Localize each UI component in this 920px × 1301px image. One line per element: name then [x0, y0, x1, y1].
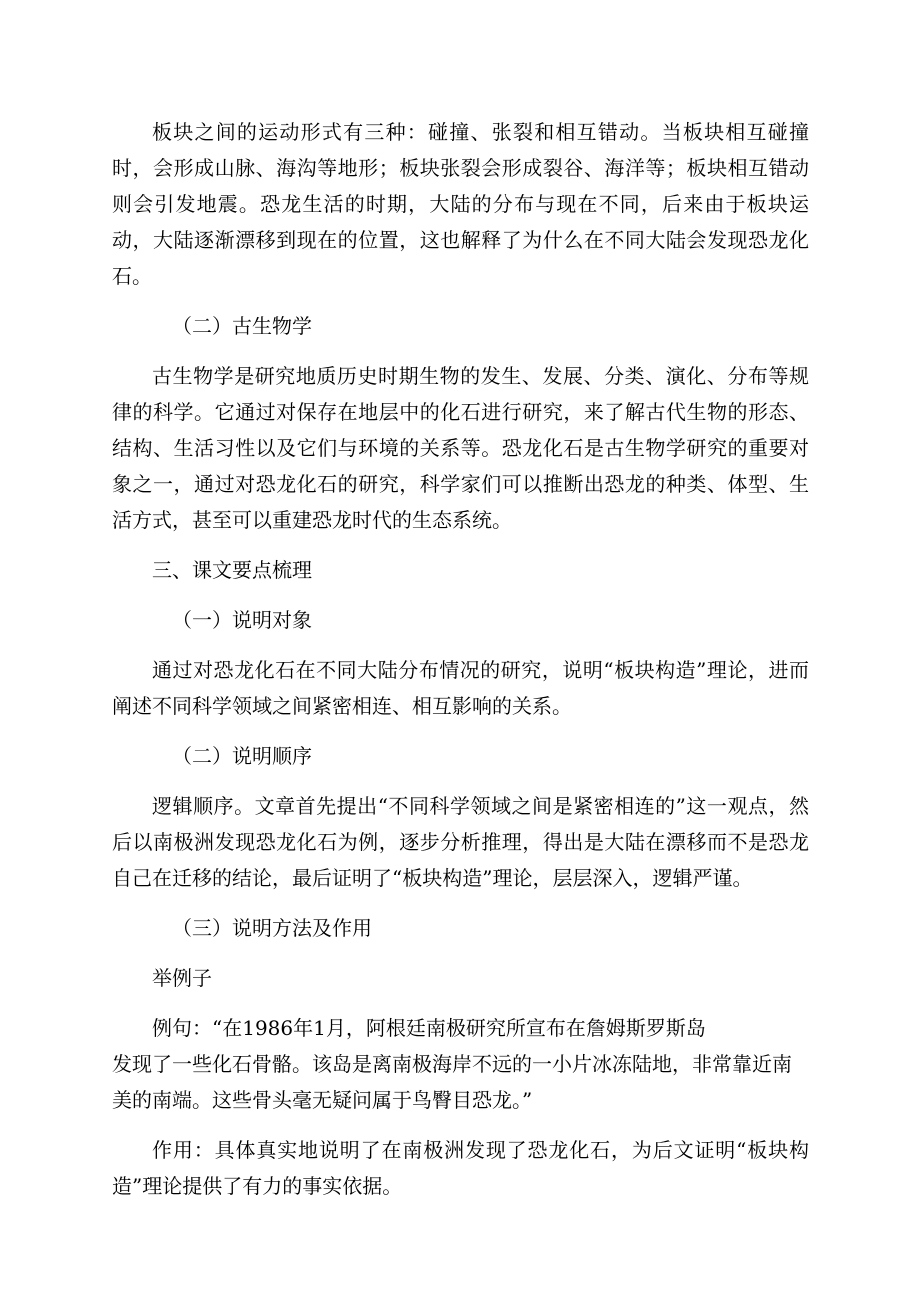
explanation-order-paragraph: 逻辑顺序。文章首先提出“不同科学领域之间是紧密相连的”这一观点，然后以南极洲发现恐龙化石为例，逐步分析推理，得出是大陆在漂移而不是恐龙自己在迁移的结论，最后证明了“板块构造”理论，层层深入，逻辑严谨。	[112, 794, 809, 890]
explanation-object-paragraph: 通过对恐龙化石在不同大陆分布情况的研究，说明“板块构造”理论，进而阐述不同科学领域之间紧密相连、相互影响的关系。	[112, 658, 809, 718]
plate-motion-paragraph: 板块之间的运动形式有三种：碰撞、张裂和相互错动。当板块相互碰撞时，会形成山脉、海沟等地形；板块张裂会形成裂谷、海洋等；板块相互错动则会引发地震。恐龙生活的时期，大陆的分布与现在不同，后来由于板块运动，大陆逐渐漂移到现在的位置，这也解释了为什么在不同大陆会发现恐龙化石。	[112, 120, 809, 288]
example-sentence-continuation: 发现了一些化石骨骼。该岛是离南极海岸不远的一小片冰冻陆地，非常靠近南美的南端。这些骨头毫无疑问属于鸟臀目恐龙。”	[112, 1052, 792, 1112]
explanation-method-heading: （三）说明方法及作用	[172, 916, 372, 940]
document-page	[112, 114, 809, 1218]
explanation-order-heading: （二）说明顺序	[172, 744, 312, 768]
paleontology-heading: （二）古生物学	[172, 314, 312, 338]
explanation-object-heading: （一）说明对象	[172, 608, 312, 632]
section-three-heading: 三、课文要点梳理	[152, 558, 312, 582]
example-label: 举例子	[152, 966, 212, 990]
example-sentence-block	[112, 1010, 809, 1118]
example-sentence-line1: 例句：“在1986年1月，阿根廷南极研究所宣布在詹姆斯罗斯岛	[152, 1016, 706, 1040]
effect-paragraph: 作用：具体真实地说明了在南极洲发现了恐龙化石，为后文证明“板块构造”理论提供了有力的事实依据。	[112, 1138, 809, 1198]
paleontology-paragraph: 古生物学是研究地质历史时期生物的发生、发展、分类、演化、分布等规律的科学。它通过对保存在地层中的化石进行研究，来了解古代生物的形态、结构、生活习性以及它们与环境的关系等。恐龙化石是古生物学研究的重要对象之一，通过对恐龙化石的研究，科学家们可以推断出恐龙的种类、体型、生活方式，甚至可以重建恐龙时代的生态系统。	[112, 364, 809, 532]
